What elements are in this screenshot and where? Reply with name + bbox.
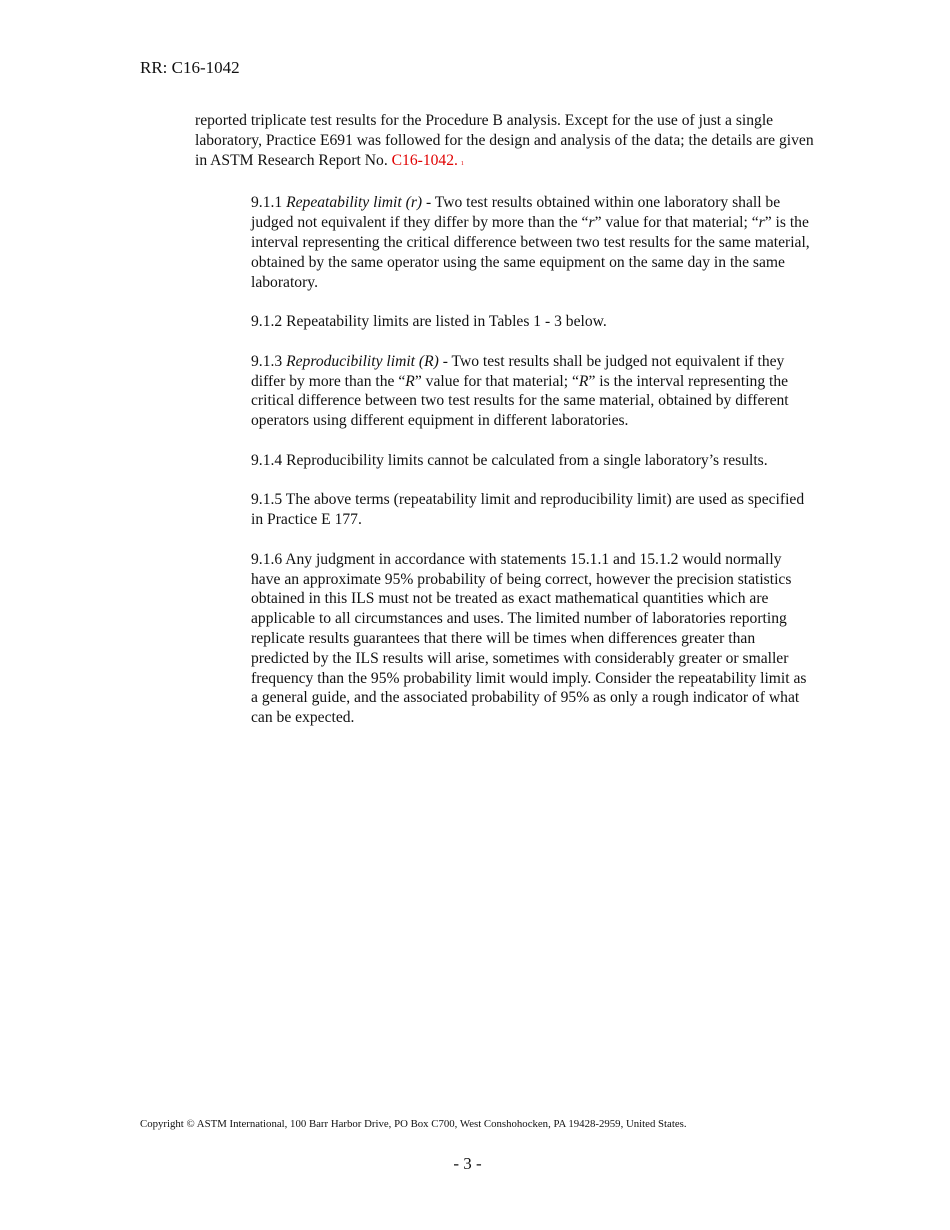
section-9-1-4: 9.1.4 Reproducibility limits cannot be calculated from a single laboratory’s results.	[251, 451, 768, 469]
report-header: RR: C16-1042	[140, 58, 240, 77]
symbol-R: R	[578, 372, 589, 390]
symbol-r: r	[588, 214, 595, 232]
intro-paragraph	[195, 111, 815, 174]
section-number: 9.1.3	[251, 352, 287, 370]
section-text: ” is the interval representing the critical difference between two test results for the same material, obtained by the same operator using the same equipment on the same day in the same laboratory.	[251, 214, 810, 291]
term-repeatability-limit: Repeatability limit (r)	[286, 194, 423, 212]
section-9-1-2: 9.1.2 Repeatability limits are listed in Tables 1 - 3 below.	[251, 313, 607, 331]
footnote-marker: 1	[460, 160, 464, 167]
symbol-R: R	[405, 372, 415, 390]
section-number: 9.1.1	[251, 194, 287, 212]
intro-text: reported triplicate test results for the Procedure B analysis. Except for the use of just a single laboratory, Practice E691 was followed for the design and analysis of the data; the details are given in ASTM Research Report No.	[195, 112, 814, 169]
section-text: ” value for that material; “	[594, 214, 759, 232]
copyright-notice: Copyright © ASTM International, 100 Barr Harbor Drive, PO Box C700, West Conshohocken, PA 19428-2959, United States.	[140, 1118, 687, 1130]
section-9-1-6: 9.1.6 Any judgment in accordance with statements 15.1.1 and 15.1.2 would normally have an approximate 95% probability of being correct, however the precision statistics obtained in this ILS must not be treated as exact mathematical quantities which are applicable to all circumstances and uses. The limited number of laboratories reporting replicate results guarantees that there will be times when differences greater than predicted by the ILS results will arise, sometimes with considerably greater or smaller frequency than the 95% probability limit would imply. Consider the repeatability limit as a general guide, and the associated probability of 95% as only a rough indicator of what can be expected.	[251, 550, 807, 727]
section-text: - Two test results obtained within one laboratory shall be judged not equivalent if they differ by more than the “	[251, 194, 781, 232]
section-9-1-3	[251, 352, 813, 431]
term-reproducibility-limit: Reproducibility limit (R)	[286, 352, 439, 370]
document-body	[195, 111, 815, 748]
research-report-link[interactable]: C16-1042.	[391, 151, 458, 169]
symbol-r: r	[758, 214, 765, 232]
section-9-1-5: 9.1.5 The above terms (repeatability limit and reproducibility limit) are used as specified in Practice E 177.	[251, 491, 805, 529]
section-text: - Two test results shall be judged not equivalent if they differ by more than the “	[251, 352, 785, 390]
section-text: ” is the interval representing the critical difference between two test results for the same material, obtained by different operators using different equipment in different laboratories.	[251, 372, 789, 430]
page-number: - 3 -	[453, 1154, 482, 1173]
section-text: ” value for that material; “	[414, 372, 579, 390]
section-9-1-1	[251, 193, 813, 292]
